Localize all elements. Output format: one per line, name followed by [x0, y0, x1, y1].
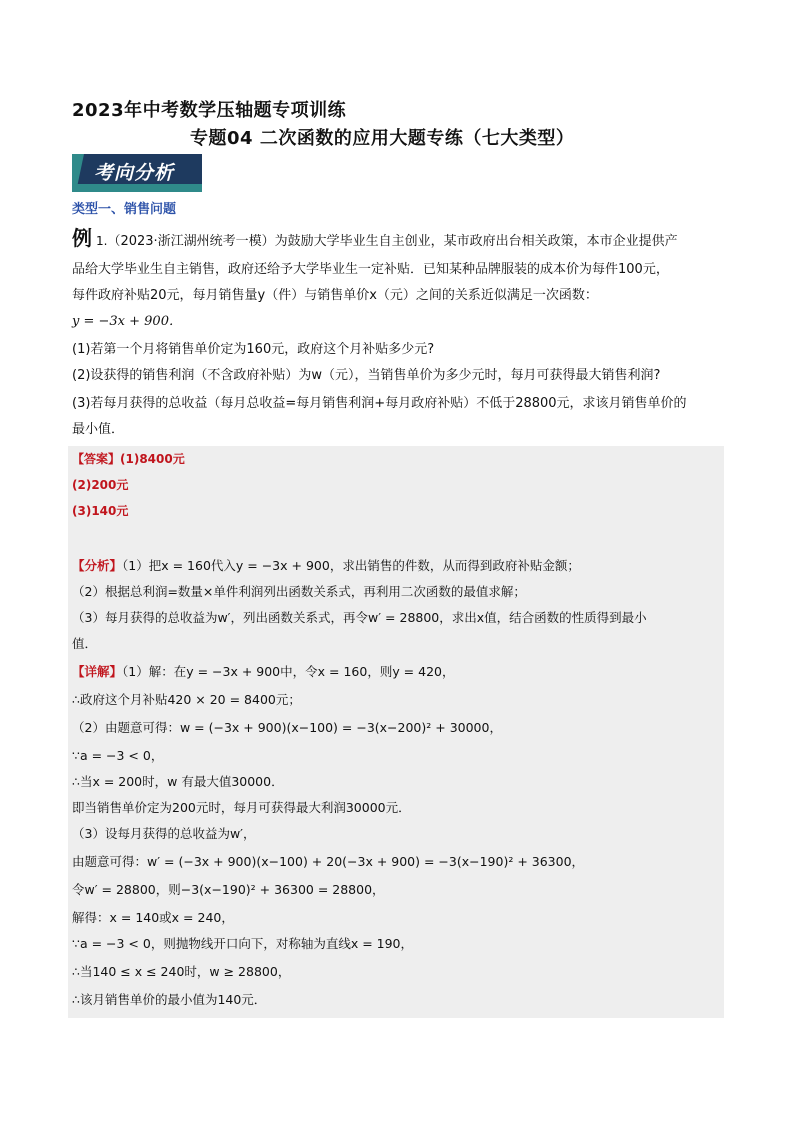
detail-line-3: （2）由题意可得：w = (−3x + 900)(x−100) = −3(x−200)² + 30000，	[72, 720, 502, 735]
question-part-2: (2)设获得的销售利润（不含政府补贴）为w（元），当销售单价为多少元时，每月可获得最大销售利润?	[72, 368, 661, 383]
detail-line-6: 即当销售单价定为200元时，每月可获得最大利润30000元．	[72, 800, 411, 815]
detail-line-4: ∵a = −3 < 0，	[72, 748, 164, 763]
analysis-line-3: （3）每月获得的总收益为w′，列出函数关系式，再令w′ = 28800，求出x值，结合函数的性质得到最小	[72, 610, 647, 625]
question-number: 1.	[96, 234, 108, 248]
detail-line-12: ∴当140 ≤ x ≤ 240时，w ≥ 28800，	[72, 964, 291, 979]
answer-line-1: 【答案】(1)8400元	[72, 452, 185, 466]
analysis-line-2: （2）根据总利润=数量×单件利润列出函数关系式，再利用二次函数的最值求解；	[72, 584, 526, 599]
detail-line-1: 【详解】（1）解：在y = −3x + 900中，令x = 160，则y = 420，	[72, 664, 455, 679]
question-part-1: (1)若第一个月将销售单价定为160元，政府这个月补贴多少元?	[72, 342, 435, 357]
detail-line-2: ∴政府这个月补贴420 × 20 = 8400元；	[72, 692, 301, 707]
detail-line-5: ∴当x = 200时，w 有最大值30000．	[72, 774, 284, 789]
example-marker: 例	[72, 226, 92, 250]
detail-line-9: 令w′ = 28800，则−3(x−190)² + 36300 = 28800，	[72, 882, 385, 897]
document-title: 2023年中考数学压轴题专项训练	[72, 100, 347, 121]
question-formula: y = −3x + 900．	[72, 314, 182, 329]
detail-line-13: ∴该月销售单价的最小值为140元．	[72, 992, 267, 1007]
question-line-3: 每件政府补贴20元，每月销售量y（件）与销售单价x（元）之间的关系近似满足一次函数：	[72, 288, 598, 303]
section-banner	[72, 152, 202, 192]
detail-tag: 【详解】	[72, 664, 123, 679]
document-subtitle: 专题04 二次函数的应用大题专练（七大类型）	[190, 128, 575, 149]
detail-line-7: （3）设每月获得的总收益为w′，	[72, 826, 256, 841]
answer-line-2: (2)200元	[72, 478, 129, 492]
detail-line-10: 解得：x = 140或x = 240，	[72, 910, 234, 925]
answer-tag: 【答案】	[72, 452, 121, 466]
question-part-3-cont: 最小值．	[72, 422, 125, 437]
detail-line-11: ∵a = −3 < 0，则抛物线开口向下，对称轴为直线x = 190，	[72, 936, 414, 951]
analysis-line-1: 【分析】（1）把x = 160代入y = −3x + 900，求出销售的件数，从而得到政府补贴金额；	[72, 558, 580, 573]
question-line-2: 品给大学毕业生自主销售，政府还给予大学毕业生一定补贴．已知某种品牌服装的成本价为每件100元，	[72, 262, 669, 277]
question-part-3: (3)若每月获得的总收益（每月总收益=每月销售利润+每月政府补贴）不低于28800元，求该月销售单价的	[72, 396, 687, 411]
analysis-line-4: 值．	[72, 636, 98, 651]
question-line-1: 例 1.（2023·浙江湖州统考一模）为鼓励大学毕业生自主创业，某市政府出台相关政策，本市企业提供产	[72, 226, 678, 250]
answer-line-3: (3)140元	[72, 504, 129, 518]
analysis-tag: 【分析】	[72, 558, 123, 573]
detail-line-8: 由题意可得：w′ = (−3x + 900)(x−100) + 20(−3x + 900) = −3(x−190)² + 36300，	[72, 854, 585, 869]
section-heading: 类型一、销售问题	[72, 202, 177, 217]
banner-label: 考向分析	[94, 162, 175, 184]
